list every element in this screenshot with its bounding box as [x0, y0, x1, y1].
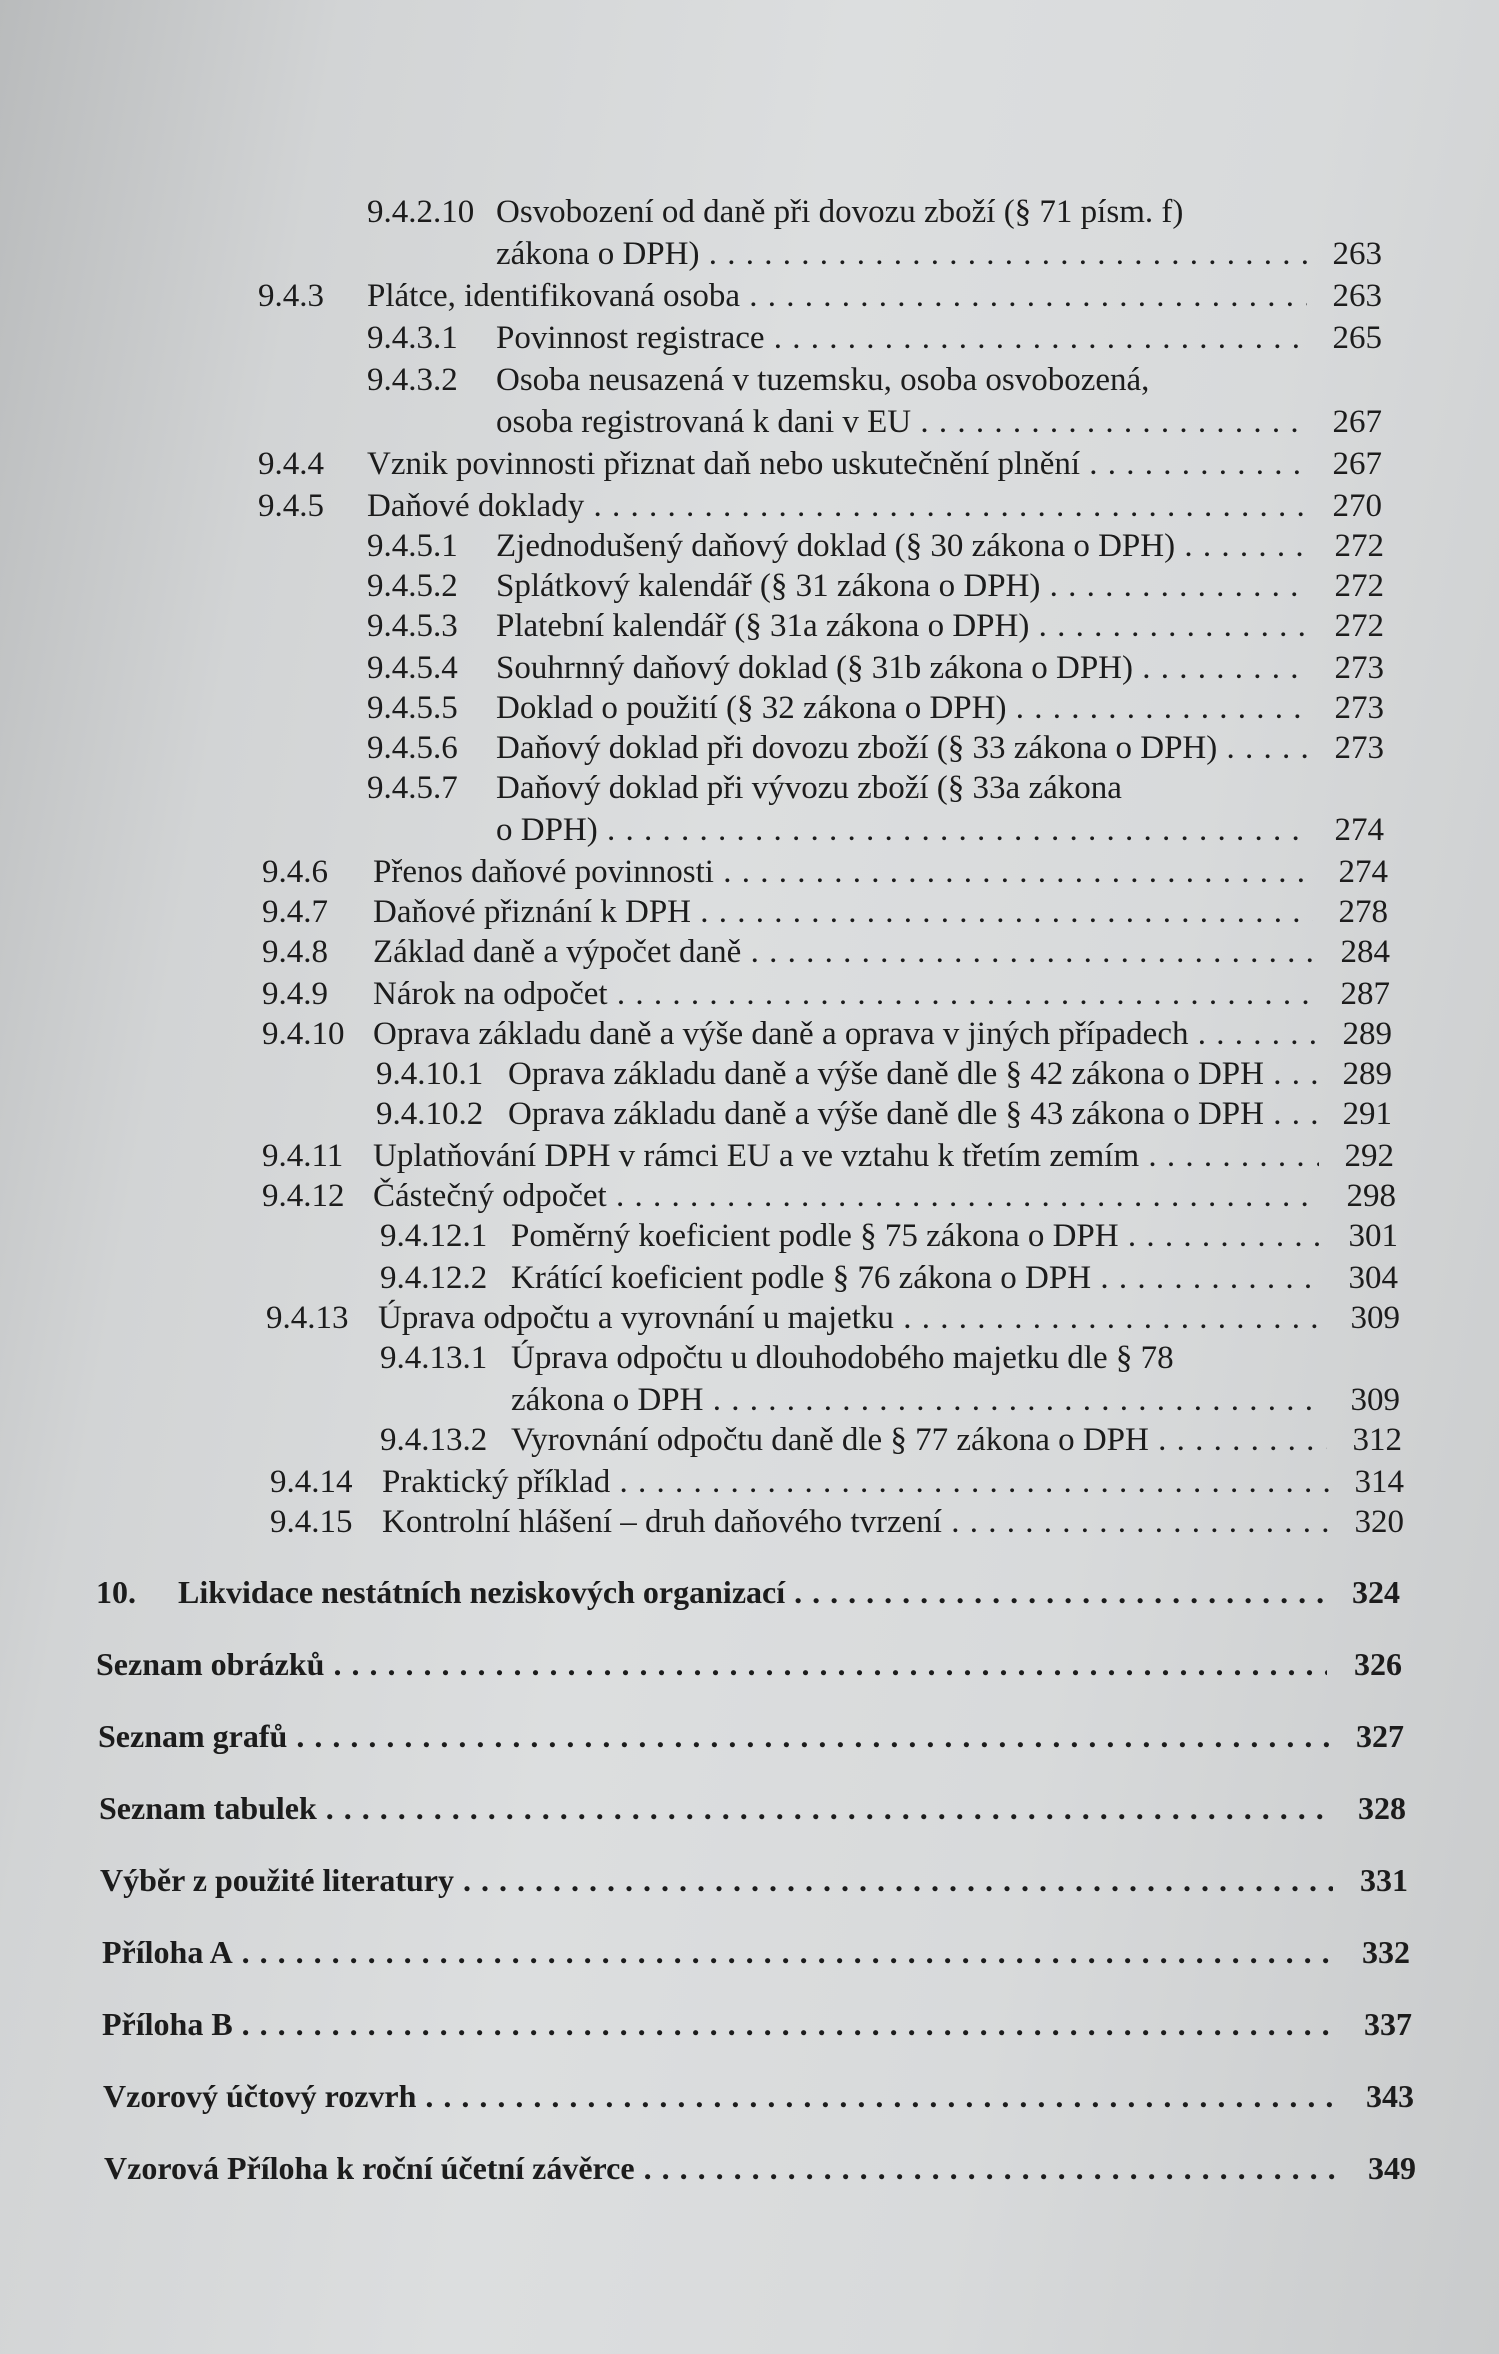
toc-row — [367, 358, 1382, 402]
toc-number: 9.4.12.1 — [380, 1218, 488, 1254]
toc-title — [496, 190, 1382, 234]
toc-title-text: osoba registrovaná k dani v EU — [496, 404, 912, 440]
toc-title-text: Příloha B — [102, 2006, 233, 2042]
toc-title-text: Daňový doklad při dovozu zboží (§ 33 zákona o DPH) — [496, 730, 1218, 766]
toc-title-text: Částečný odpočet — [373, 1178, 607, 1214]
toc-number: 9.4.5.7 — [367, 770, 458, 806]
toc-chapter-row — [102, 1930, 1410, 1974]
toc-title-text: Výběr z použité literatury — [100, 1862, 454, 1898]
toc-number: 10. — [96, 1574, 136, 1610]
toc-title-text: Seznam obrázků — [96, 1646, 325, 1682]
toc-number: 9.4.12 — [262, 1178, 345, 1214]
toc-title — [511, 1336, 1400, 1380]
toc-title — [367, 442, 1307, 486]
toc-page-number: 274 — [1334, 812, 1384, 848]
toc-title — [511, 1378, 1325, 1422]
toc-title — [96, 1642, 1327, 1686]
toc-number: 9.4.12.2 — [380, 1260, 488, 1296]
toc-title — [373, 1134, 1319, 1178]
toc-number: 9.4.13 — [266, 1300, 349, 1336]
toc-number: 9.4.11 — [262, 1138, 344, 1174]
toc-number: 9.4.3.1 — [367, 320, 458, 356]
toc-row — [367, 400, 1382, 444]
toc-number: 9.4.10.2 — [376, 1096, 484, 1132]
toc-page-number: 278 — [1338, 894, 1388, 930]
toc-page-number: 331 — [1360, 1862, 1408, 1898]
toc-title-text: Daňový doklad při vývozu zboží (§ 33a zákona — [496, 770, 1122, 806]
toc-page-number: 289 — [1342, 1016, 1392, 1052]
toc-title-text: Osoba neusazená v tuzemsku, osoba osvobozená, — [496, 362, 1150, 398]
toc-chapter-row — [99, 1786, 1406, 1830]
toc-page-number: 274 — [1338, 854, 1388, 890]
toc-title — [373, 850, 1313, 894]
toc-number: 9.4.5.2 — [367, 568, 458, 604]
toc-number: 9.4.5.6 — [367, 730, 458, 766]
toc-title — [373, 1174, 1321, 1218]
toc-page-number: 265 — [1332, 320, 1382, 356]
toc-title-text: Praktický příklad — [382, 1464, 611, 1500]
toc-title-text: Přenos daňové povinnosti — [373, 854, 714, 890]
toc-title — [367, 274, 1307, 318]
toc-title — [496, 232, 1307, 276]
toc-title-text: Krátící koeficient podle § 76 zákona o DPH — [511, 1260, 1092, 1296]
toc-row — [367, 564, 1384, 608]
toc-page-number: 301 — [1348, 1218, 1398, 1254]
toc-title — [508, 1092, 1317, 1136]
toc-page-number: 291 — [1342, 1096, 1392, 1132]
toc-row — [262, 1134, 1394, 1178]
toc-page-number: 273 — [1334, 730, 1384, 766]
toc-title — [102, 1930, 1335, 1974]
toc-number: 9.4.13.2 — [380, 1422, 488, 1458]
toc-number: 9.4.9 — [262, 976, 328, 1012]
toc-title-text: Souhrnný daňový doklad (§ 31b zákona o DPH) — [496, 650, 1133, 686]
toc-page-number: 289 — [1342, 1056, 1392, 1092]
toc-row — [367, 766, 1384, 810]
toc-number: 9.4.5.4 — [367, 650, 458, 686]
toc-title-text: Osvobození od daně při dovozu zboží (§ 71 písm. f) — [496, 194, 1184, 230]
toc-title — [98, 1714, 1329, 1758]
toc-page-number: 273 — [1334, 690, 1384, 726]
toc-title-text: Plátce, identifikovaná osoba — [367, 278, 740, 314]
toc-page-number: 272 — [1334, 568, 1384, 604]
toc-title — [100, 1858, 1333, 1902]
toc-row — [367, 808, 1384, 852]
toc-page-number: 263 — [1332, 278, 1382, 314]
toc-title — [496, 564, 1309, 608]
toc-title-text: Uplatňování DPH v rámci EU a ve vztahu k třetím zemím — [373, 1138, 1140, 1174]
toc-row — [270, 1460, 1404, 1504]
toc-number: 9.4.14 — [270, 1464, 353, 1500]
toc-number: 9.4.3 — [258, 278, 324, 314]
toc-title — [382, 1500, 1329, 1544]
toc-row — [367, 316, 1382, 360]
toc-title — [373, 972, 1315, 1016]
toc-title-text: Vzorový účtový rozvrh — [103, 2078, 417, 2114]
toc-title — [496, 766, 1384, 810]
toc-number: 9.4.10.1 — [376, 1056, 484, 1092]
toc-title-text: Povinnost registrace — [496, 320, 765, 356]
toc-chapter-row — [104, 2146, 1416, 2190]
toc-number: 9.4.5 — [258, 488, 324, 524]
toc-title-text: Poměrný koeficient podle § 75 zákona o DPH — [511, 1218, 1119, 1254]
toc-page-number: 272 — [1334, 608, 1384, 644]
toc-title — [511, 1418, 1327, 1462]
toc-title-text: Doklad o použití (§ 32 zákona o DPH) — [496, 690, 1007, 726]
toc-page-number: 312 — [1352, 1422, 1402, 1458]
toc-row — [376, 1092, 1392, 1136]
toc-row — [380, 1214, 1398, 1258]
toc-title — [367, 484, 1307, 528]
toc-title-text: o DPH) — [496, 812, 598, 848]
toc-number: 9.4.15 — [270, 1504, 353, 1540]
toc-page-number: 292 — [1344, 1138, 1394, 1174]
toc-number: 9.4.8 — [262, 934, 328, 970]
toc-title-text: Daňové přiznání k DPH — [373, 894, 692, 930]
toc-title-text: Vznik povinnosti přiznat daň nebo uskutečnění plnění — [367, 446, 1081, 482]
toc-chapter-row — [96, 1570, 1400, 1614]
toc-page-number: 309 — [1350, 1300, 1400, 1336]
toc-page-number: 343 — [1366, 2078, 1414, 2114]
toc-chapter-row — [98, 1714, 1404, 1758]
toc-title-text: Oprava základu daně a výše daně dle § 42 zákona o DPH — [508, 1056, 1264, 1092]
toc-title — [378, 1296, 1325, 1340]
toc-row — [258, 484, 1382, 528]
toc-page-number: 263 — [1332, 236, 1382, 272]
toc-title-text: Seznam grafů — [98, 1718, 288, 1754]
toc-title-text: Vzorová Příloha k roční účetní závěrce — [104, 2150, 635, 2186]
toc-page-number: 270 — [1332, 488, 1382, 524]
toc-chapter-row — [96, 1642, 1402, 1686]
toc-title-text: Platební kalendář (§ 31a zákona o DPH) — [496, 608, 1030, 644]
toc-row — [367, 646, 1384, 690]
toc-title — [496, 686, 1309, 730]
toc-row — [367, 686, 1384, 730]
toc-page-number: 287 — [1340, 976, 1390, 1012]
toc-title — [373, 930, 1315, 974]
toc-row — [380, 1256, 1398, 1300]
toc-title-text: Základ daně a výpočet daně — [373, 934, 742, 970]
toc-title-text: Vyrovnání odpočtu daně dle § 77 zákona o DPH — [511, 1422, 1149, 1458]
toc-title — [104, 2146, 1341, 2190]
toc-title-text: Úprava odpočtu a vyrovnání u majetku — [378, 1300, 894, 1336]
toc-title — [496, 316, 1307, 360]
toc-title-text: Daňové doklady — [367, 488, 585, 524]
toc-title — [373, 1012, 1317, 1056]
toc-title — [178, 1570, 1325, 1614]
toc-title — [99, 1786, 1331, 1830]
toc-page-number: 328 — [1358, 1790, 1406, 1826]
toc-page-number: 272 — [1334, 528, 1384, 564]
toc-row — [262, 1012, 1392, 1056]
toc-row — [258, 274, 1382, 318]
toc-title-text: Seznam tabulek — [99, 1790, 317, 1826]
toc-page-number: 314 — [1354, 1464, 1404, 1500]
toc-number: 9.4.7 — [262, 894, 328, 930]
toc-page-number: 267 — [1332, 404, 1382, 440]
toc-row — [262, 850, 1388, 894]
toc-row — [270, 1500, 1404, 1544]
toc-title-text: Likvidace nestátních neziskových organizací — [178, 1574, 786, 1610]
toc-row — [376, 1052, 1392, 1096]
toc-row — [262, 1174, 1396, 1218]
toc-title-text: Nárok na odpočet — [373, 976, 608, 1012]
toc-row — [262, 890, 1388, 934]
toc-title-text: Zjednodušený daňový doklad (§ 30 zákona o DPH) — [496, 528, 1176, 564]
toc-page-number: 324 — [1352, 1574, 1400, 1610]
toc-row — [262, 930, 1390, 974]
toc-title — [496, 808, 1309, 852]
toc-page-number: 298 — [1346, 1178, 1396, 1214]
toc-page-number: 326 — [1354, 1646, 1402, 1682]
toc-number: 9.4.5.1 — [367, 528, 458, 564]
toc-page-number: 349 — [1368, 2150, 1416, 2186]
toc-page-number: 327 — [1356, 1718, 1404, 1754]
toc-number: 9.4.13.1 — [380, 1340, 488, 1376]
toc-row — [367, 190, 1382, 234]
toc-chapter-row — [102, 2002, 1412, 2046]
toc-title-text: Oprava základu daně a výše daně dle § 43 zákona o DPH — [508, 1096, 1264, 1132]
toc-row — [367, 726, 1384, 770]
toc-number: 9.4.3.2 — [367, 362, 458, 398]
toc-title-text: zákona o DPH) — [496, 236, 700, 272]
toc-chapter-row — [100, 1858, 1408, 1902]
toc-page-number: 320 — [1354, 1504, 1404, 1540]
toc-page-number: 337 — [1364, 2006, 1412, 2042]
toc-title — [508, 1052, 1317, 1096]
toc-title-text: Splátkový kalendář (§ 31 zákona o DPH) — [496, 568, 1041, 604]
toc-title — [511, 1214, 1323, 1258]
toc-row — [367, 232, 1382, 276]
toc-number: 9.4.10 — [262, 1016, 345, 1052]
toc-title — [511, 1256, 1323, 1300]
toc-title — [496, 524, 1309, 568]
toc-title — [496, 400, 1307, 444]
toc-title-text: Příloha A — [102, 1934, 233, 1970]
toc-page-number: 304 — [1348, 1260, 1398, 1296]
toc-title-text: Úprava odpočtu u dlouhodobého majetku dle § 78 — [511, 1340, 1174, 1376]
toc-page-number: 273 — [1334, 650, 1384, 686]
toc-title — [496, 604, 1309, 648]
toc-row — [380, 1378, 1400, 1422]
toc-number: 9.4.6 — [262, 854, 328, 890]
toc-title — [496, 646, 1309, 690]
toc-row — [258, 442, 1382, 486]
toc-title — [373, 890, 1313, 934]
toc-title-text: Kontrolní hlášení – druh daňového tvrzení — [382, 1504, 942, 1540]
toc-chapter-row — [103, 2074, 1414, 2118]
toc-number: 9.4.2.10 — [367, 194, 475, 230]
toc-page-number: 309 — [1350, 1382, 1400, 1418]
toc-title — [102, 2002, 1337, 2046]
toc-title — [382, 1460, 1329, 1504]
toc-row — [262, 972, 1390, 1016]
toc-row — [380, 1418, 1402, 1462]
toc-title — [496, 726, 1309, 770]
toc-number: 9.4.4 — [258, 446, 324, 482]
toc-title-text: zákona o DPH — [511, 1382, 704, 1418]
toc-number: 9.4.5.3 — [367, 608, 458, 644]
toc-row — [380, 1336, 1400, 1380]
toc-page-number: 267 — [1332, 446, 1382, 482]
toc-title — [496, 358, 1382, 402]
toc-title-text: Oprava základu daně a výše daně a oprava v jiných případech — [373, 1016, 1189, 1052]
toc-row — [367, 524, 1384, 568]
toc-title — [103, 2074, 1339, 2118]
toc-page-number: 332 — [1362, 1934, 1410, 1970]
toc-row — [367, 604, 1384, 648]
toc-page-number: 284 — [1340, 934, 1390, 970]
toc-row — [266, 1296, 1400, 1340]
toc-number: 9.4.5.5 — [367, 690, 458, 726]
